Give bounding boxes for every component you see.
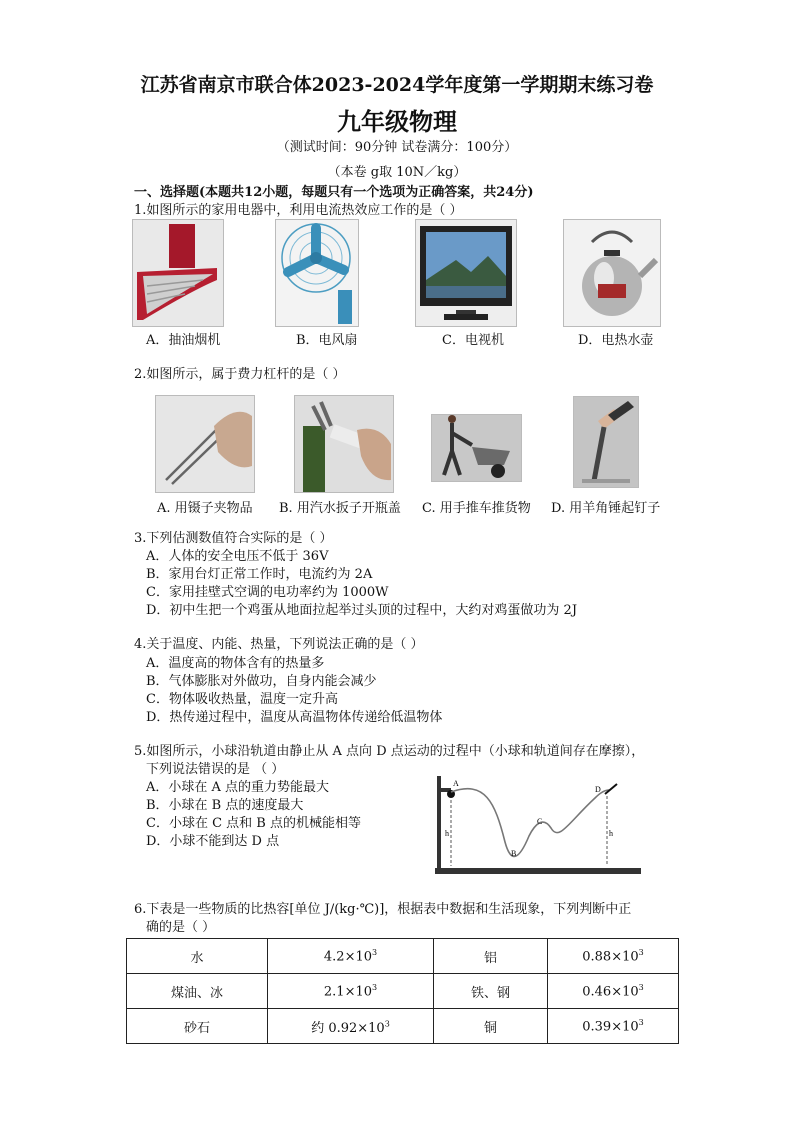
table-cell: $0.88\times 10^3$ [548, 939, 679, 974]
q2-option-b: B. 用汽水扳子开瓶盖 [279, 501, 401, 516]
track-figure [425, 772, 647, 884]
q3-option-b: B．家用台灯正常工作时，电流约为 2A [146, 567, 373, 582]
claw-hammer-image [573, 396, 639, 488]
q4-stem: 4.关于温度、内能、热量，下列说法正确的是（ ） [134, 637, 424, 652]
q4-option-b: B．气体膨胀对外做功，自身内能会减少 [146, 674, 377, 689]
table-cell: 水 [127, 939, 268, 974]
q1-stem: 1.如图所示的家用电器中，利用电流热效应工作的是（ ） [134, 203, 463, 218]
q5-stem-line1: 5.如图所示，小球沿轨道由静止从 A 点向 D 点运动的过程中（小球和轨道间存在摩擦）， [134, 744, 645, 759]
q2-option-a: A. 用镊子夹物品 [157, 501, 253, 516]
q5-option-c: C．小球在 C 点和 B 点的机械能相等 [146, 816, 361, 831]
electric-kettle-image [563, 219, 661, 327]
exam-title: 江苏省南京市联合体2023-2024学年度第一学期期末练习卷 [140, 74, 654, 96]
q4-option-d: D．热传递过程中，温度从高温物体传递给低温物体 [146, 710, 443, 725]
q5-option-d: D．小球不能到达 D 点 [146, 834, 280, 849]
q3-option-a: A．人体的安全电压不低于 36V [146, 549, 329, 564]
q3-stem: 3.下列估测数值符合实际的是（ ） [134, 531, 333, 546]
table-cell: $0.46\times 10^3$ [548, 974, 679, 1009]
table-row [127, 1009, 679, 1044]
q1-option-b: B．电风扇 [296, 333, 358, 348]
q2-option-c: C. 用手推车推货物 [422, 501, 531, 516]
q2-stem: 2.如图所示，属于费力杠杆的是（ ） [134, 367, 346, 382]
specific-heat-table [126, 938, 679, 1044]
table-row [127, 939, 679, 974]
label-a: A [453, 779, 459, 788]
q3-option-c: C．家用挂壁式空调的电功率约为 1000W [146, 585, 389, 600]
q4-option-c: C．物体吸收热量，温度一定升高 [146, 692, 338, 707]
label-h-left: h [445, 829, 449, 838]
q5-option-a: A．小球在 A 点的重力势能最大 [146, 780, 330, 795]
table-cell: $4.2\times 10^3$ [268, 939, 434, 974]
subject-title: 九年级物理 [337, 107, 457, 136]
table-cell: $0.39\times 10^3$ [548, 1009, 679, 1044]
label-d: D [595, 785, 601, 794]
tweezers-image [155, 395, 255, 493]
q2-option-d: D. 用羊角锤起钉子 [551, 501, 661, 516]
g-note: （本卷 g取 10N／kg） [327, 165, 467, 180]
q3-option-d: D．初中生把一个鸡蛋从地面拉起举过头顶的过程中，大约对鸡蛋做功为 2J [146, 603, 578, 618]
q4-option-a: A．温度高的物体含有的热量多 [146, 656, 325, 671]
label-b: B [511, 849, 517, 858]
q6-stem-line1: 6.下表是一些物质的比热容[单位 J/(kg·℃)]，根据表中数据和生活现象，下列判断中正 [134, 902, 632, 917]
table-cell: 铝 [434, 939, 548, 974]
section-heading: 一、选择题(本题共12小题，每题只有一个选项为正确答案，共24分) [134, 185, 534, 200]
table-cell: 煤油、冰 [127, 974, 268, 1009]
range-hood-image [132, 219, 224, 327]
label-c: C [537, 817, 543, 826]
q5-option-b: B．小球在 B 点的速度最大 [146, 798, 304, 813]
table-cell: 铁、钢 [434, 974, 548, 1009]
wheelbarrow-image [431, 414, 522, 482]
q5-stem-line2: 下列说法错误的是 （ ） [146, 762, 285, 777]
table-cell: 砂石 [127, 1009, 268, 1044]
table-cell: $2.1\times 10^3$ [268, 974, 434, 1009]
q1-option-a: A．抽油烟机 [146, 333, 221, 348]
table-cell: 约 $0.92\times 10^3$ [268, 1009, 434, 1044]
television-image [415, 219, 517, 327]
electric-fan-image [275, 219, 359, 327]
table-row [127, 974, 679, 1009]
q6-stem-line2: 确的是（ ） [146, 920, 216, 935]
q1-option-d: D．电热水壶 [578, 333, 654, 348]
label-h-right: h [609, 829, 613, 838]
bottle-opener-image [294, 395, 394, 493]
q1-option-c: C．电视机 [442, 333, 504, 348]
table-cell: 铜 [434, 1009, 548, 1044]
exam-info: （测试时间：90分钟 试卷满分：100分） [276, 140, 518, 155]
